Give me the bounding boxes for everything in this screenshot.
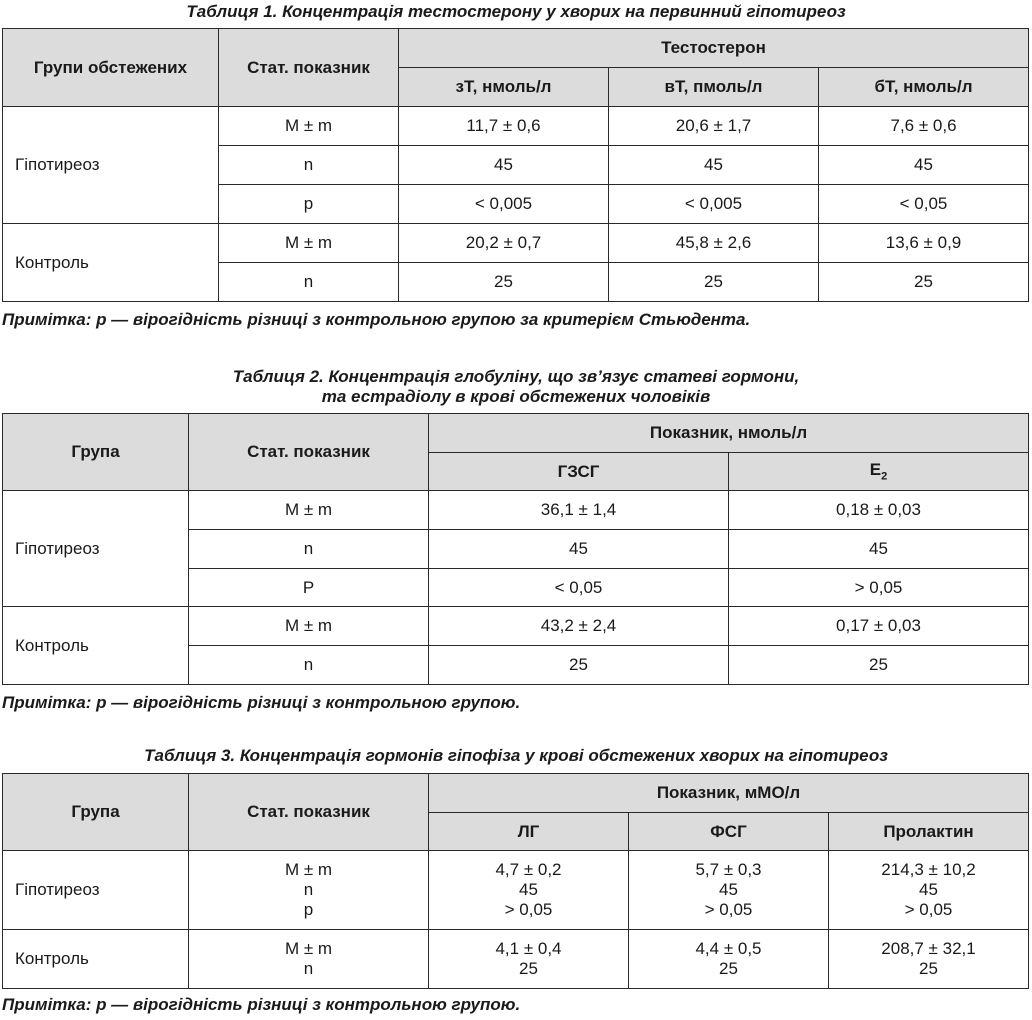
stat-cell: n	[189, 530, 429, 569]
table1	[2, 28, 1029, 302]
stat-cell: M ± m	[219, 224, 399, 263]
value-cell: 36,1 ± 1,4	[429, 491, 729, 530]
table1-note: Примітка: р — вірогідність різниці з контрольною групою за критерієм Стьюдента.	[2, 310, 751, 329]
table3-group-hypothyroid: Гіпотиреоз	[3, 851, 189, 930]
stat-cell: p	[219, 185, 399, 224]
table3-note: Примітка: р — вірогідність різниці з контрольною групою.	[2, 995, 521, 1014]
value-cell	[829, 851, 1029, 930]
table-row	[3, 491, 1029, 530]
table1-header-col3: бТ, нмоль/л	[819, 68, 1029, 107]
table3-header-stat: Стат. показник	[189, 774, 429, 851]
table2-header-col1: ГЗСГ	[429, 453, 729, 491]
stat-cell: P	[189, 569, 429, 607]
table3-header-col1: ЛГ	[429, 813, 629, 851]
table-row	[3, 851, 1029, 930]
table3-header-main: Показник, мМО/л	[429, 774, 1029, 813]
stat-cell: n	[219, 263, 399, 302]
table3-header-group: Група	[3, 774, 189, 851]
value-cell: 25	[729, 646, 1029, 685]
table1-header-col2: вТ, пмоль/л	[609, 68, 819, 107]
value-line: 45	[519, 880, 538, 899]
table2-header-group: Група	[3, 414, 189, 491]
estradiol-symbol: E	[869, 460, 882, 480]
table1-header-main: Тестостерон	[399, 29, 1029, 68]
value-line: 214,3 ± 10,2	[881, 860, 976, 879]
estradiol-subscript: 2	[881, 470, 888, 483]
table1-group-control: Контроль	[3, 224, 219, 302]
stat-cell: M ± m	[219, 107, 399, 146]
value-cell: 45	[609, 146, 819, 185]
table2	[2, 413, 1029, 685]
stat-line: n	[303, 959, 314, 978]
table-row	[3, 930, 1029, 989]
stat-line: M ± m	[284, 860, 333, 879]
value-cell	[429, 851, 629, 930]
table2-group-control: Контроль	[3, 607, 189, 685]
stat-cell: n	[189, 646, 429, 685]
value-line: 45	[919, 880, 938, 899]
stat-cell	[189, 851, 429, 930]
table1-caption: Таблиця 1. Концентрація тестостерону у хворих на первинний гіпотиреоз	[186, 2, 846, 21]
value-line: 25	[919, 959, 938, 978]
stat-cell: n	[219, 146, 399, 185]
stat-line: M ± m	[284, 939, 333, 958]
value-cell: < 0,05	[429, 569, 729, 607]
value-cell	[629, 851, 829, 930]
table1-header-group: Групи обстежених	[3, 29, 219, 107]
value-line: 4,7 ± 0,2	[495, 860, 562, 879]
value-cell: 45	[819, 146, 1029, 185]
value-cell: 25	[609, 263, 819, 302]
value-line: 45	[719, 880, 738, 899]
value-cell: 0,18 ± 0,03	[729, 491, 1029, 530]
value-cell: 45	[429, 530, 729, 569]
value-cell: 43,2 ± 2,4	[429, 607, 729, 646]
table2-header-main: Показник, нмоль/л	[429, 414, 1029, 453]
value-cell: 20,6 ± 1,7	[609, 107, 819, 146]
value-cell: 45	[729, 530, 1029, 569]
stat-line: p	[303, 900, 314, 919]
table1-group-hypothyroid: Гіпотиреоз	[3, 107, 219, 224]
value-cell: < 0,005	[399, 185, 609, 224]
value-cell: 25	[819, 263, 1029, 302]
table3-header-col2: ФСГ	[629, 813, 829, 851]
value-cell: > 0,05	[729, 569, 1029, 607]
table3-group-control: Контроль	[3, 930, 189, 989]
value-line: 5,7 ± 0,3	[695, 860, 762, 879]
table3-header-col3: Пролактин	[829, 813, 1029, 851]
table-row	[3, 607, 1029, 646]
value-line: > 0,05	[504, 900, 553, 919]
value-cell: 13,6 ± 0,9	[819, 224, 1029, 263]
value-cell: < 0,05	[819, 185, 1029, 224]
value-cell: 20,2 ± 0,7	[399, 224, 609, 263]
table-row	[3, 107, 1029, 146]
value-cell: 25	[429, 646, 729, 685]
value-cell: 25	[399, 263, 609, 302]
table2-header-col2	[729, 453, 1029, 491]
stat-line: n	[303, 880, 314, 899]
value-cell: 45,8 ± 2,6	[609, 224, 819, 263]
table1-header-col1: зТ, нмоль/л	[399, 68, 609, 107]
value-cell: < 0,005	[609, 185, 819, 224]
table2-group-hypothyroid: Гіпотиреоз	[3, 491, 189, 607]
value-cell	[429, 930, 629, 989]
value-line: 25	[519, 959, 538, 978]
table2-note: Примітка: р — вірогідність різниці з контрольною групою.	[2, 693, 521, 712]
value-line: 4,1 ± 0,4	[495, 939, 562, 958]
value-cell: 11,7 ± 0,6	[399, 107, 609, 146]
value-line: 208,7 ± 32,1	[881, 939, 976, 958]
table2-header-stat: Стат. показник	[189, 414, 429, 491]
value-cell	[829, 930, 1029, 989]
table3	[2, 773, 1029, 989]
value-cell: 45	[399, 146, 609, 185]
value-line: 4,4 ± 0,5	[695, 939, 762, 958]
table1-header-stat: Стат. показник	[219, 29, 399, 107]
value-cell	[629, 930, 829, 989]
table2-caption-line1: Таблиця 2. Концентрація глобуліну, що зв’язує статеві гормони,	[232, 367, 800, 386]
table2-caption-line2: та естрадіолу в крові обстежених чоловіків	[321, 387, 711, 406]
table3-caption: Таблиця 3. Концентрація гормонів гіпофіза у крові обстежених хворих на гіпотиреоз	[144, 746, 888, 765]
stat-cell	[189, 930, 429, 989]
value-cell: 7,6 ± 0,6	[819, 107, 1029, 146]
value-cell: 0,17 ± 0,03	[729, 607, 1029, 646]
stat-cell: M ± m	[189, 491, 429, 530]
table-row	[3, 224, 1029, 263]
value-line: > 0,05	[904, 900, 953, 919]
stat-cell: M ± m	[189, 607, 429, 646]
value-line: > 0,05	[704, 900, 753, 919]
value-line: 25	[719, 959, 738, 978]
